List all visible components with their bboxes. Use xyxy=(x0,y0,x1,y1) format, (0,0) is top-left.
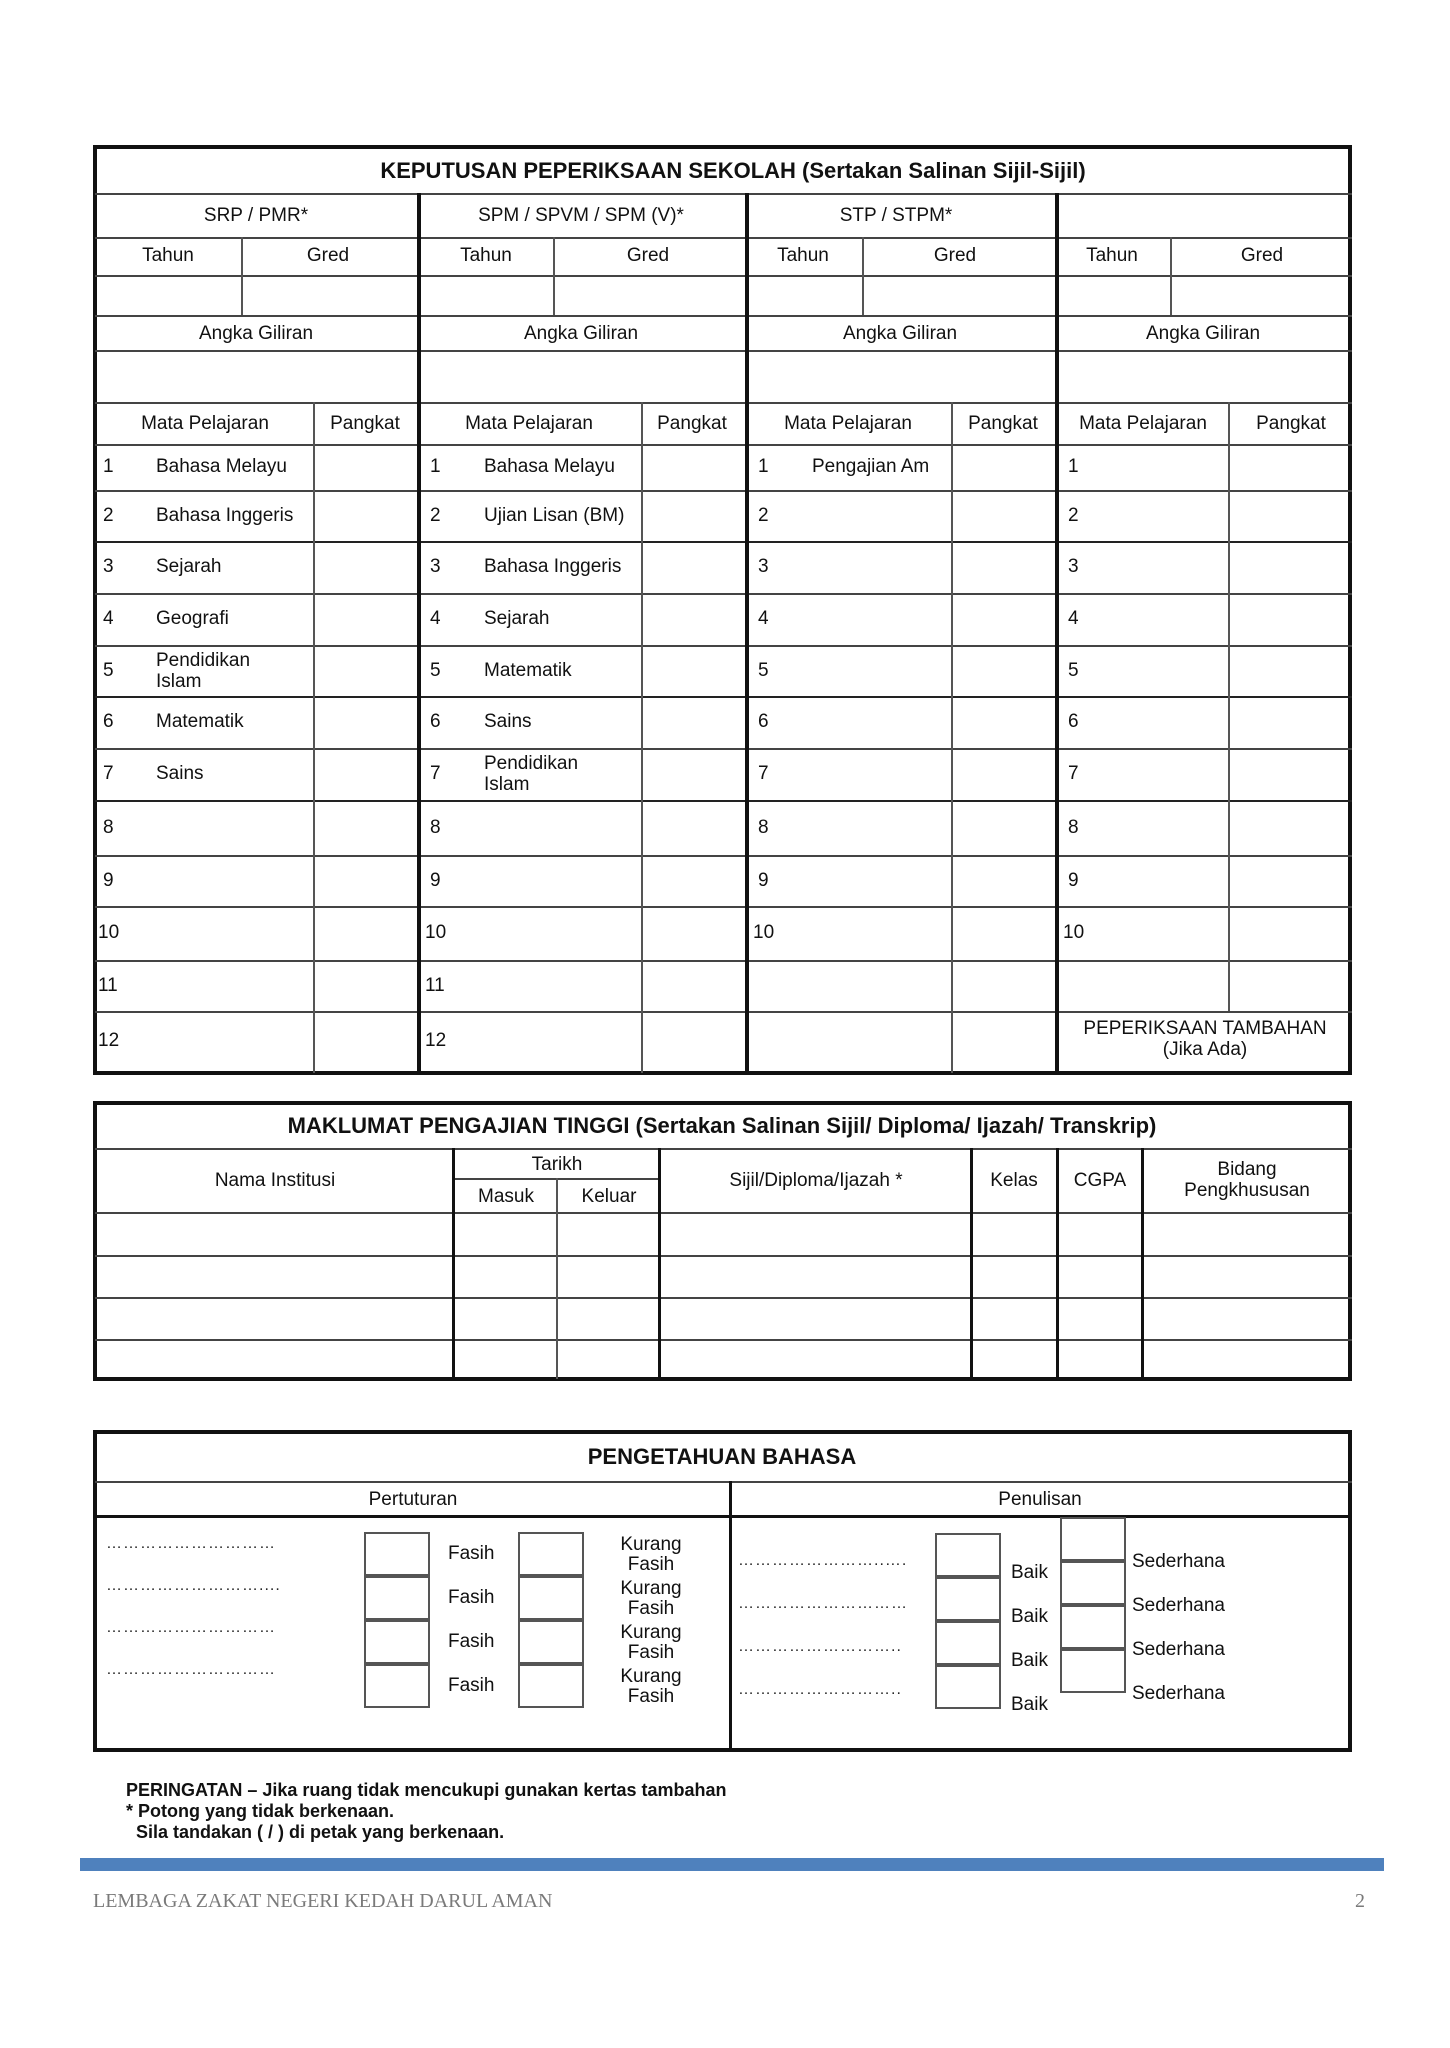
fasih-checkbox[interactable] xyxy=(364,1620,430,1664)
pangkat-header: Pangkat xyxy=(657,413,727,434)
tahun-field[interactable] xyxy=(421,277,553,315)
row-number: 1 xyxy=(758,456,769,477)
baik-checkbox[interactable] xyxy=(935,1577,1001,1621)
subject-name: Matematik xyxy=(156,711,244,732)
language-name-blank[interactable]: ……………………….. xyxy=(738,1681,902,1698)
gred-field[interactable] xyxy=(864,277,1055,315)
pangkat-field[interactable] xyxy=(953,960,1055,1011)
masuk-field[interactable] xyxy=(455,1297,556,1339)
row-number: 8 xyxy=(430,816,441,838)
pangkat-field[interactable] xyxy=(1230,855,1350,906)
subject-name: Sejarah xyxy=(156,556,222,577)
gred-label: Gred xyxy=(1240,245,1284,266)
row-number: 2 xyxy=(430,504,441,526)
row-number: 8 xyxy=(103,816,114,838)
pangkat-field[interactable] xyxy=(953,490,1055,541)
cgpa-header: CGPA xyxy=(1073,1170,1127,1191)
keluar-field[interactable] xyxy=(558,1255,658,1297)
bidang-pengkhususan-header: Bidang Pengkhususan xyxy=(1184,1159,1310,1201)
institusi-field[interactable] xyxy=(97,1255,452,1297)
pangkat-field[interactable] xyxy=(643,444,745,490)
sederhana-label: Sederhana xyxy=(1132,1683,1225,1704)
tahun-field[interactable] xyxy=(749,277,862,315)
sijil-field[interactable] xyxy=(661,1255,970,1297)
page-number: 2 xyxy=(1355,1890,1365,1912)
tarikh-header: Tarikh xyxy=(531,1154,583,1175)
baik-checkbox[interactable] xyxy=(935,1665,1001,1709)
row-number: 3 xyxy=(430,556,441,577)
cgpa-field[interactable] xyxy=(1059,1339,1141,1377)
row-number: 4 xyxy=(758,608,769,629)
row-number: 4 xyxy=(430,608,441,629)
masuk-header: Masuk xyxy=(478,1186,534,1207)
language-name-blank[interactable]: ………………………… xyxy=(738,1595,908,1612)
pangkat-field[interactable] xyxy=(315,593,417,645)
pangkat-field[interactable] xyxy=(1230,696,1350,748)
keluar-field[interactable] xyxy=(558,1212,658,1255)
pangkat-field[interactable] xyxy=(953,855,1055,906)
subject-name: Pengajian Am xyxy=(812,456,930,477)
row-number: 10 xyxy=(425,922,447,943)
masuk-field[interactable] xyxy=(455,1339,556,1377)
kelas-field[interactable] xyxy=(973,1297,1056,1339)
tahun-field[interactable] xyxy=(1059,277,1170,315)
pangkat-field[interactable] xyxy=(953,800,1055,855)
pangkat-field[interactable] xyxy=(315,960,417,1011)
kelas-field[interactable] xyxy=(973,1339,1056,1377)
row-number: 8 xyxy=(758,816,769,838)
angka-giliran-field[interactable] xyxy=(97,352,417,402)
sederhana-label: Sederhana xyxy=(1132,1595,1225,1616)
pangkat-field[interactable] xyxy=(1230,748,1350,800)
peperiksaan-tambahan-label: PEPERIKSAAN TAMBAHAN (Jika Ada) xyxy=(1083,1018,1327,1060)
exam-name: SPM / SPVM / SPM (V)* xyxy=(478,205,684,226)
pangkat-field[interactable] xyxy=(1230,800,1350,855)
sederhana-checkbox[interactable] xyxy=(1060,1605,1126,1649)
keluar-header: Keluar xyxy=(581,1186,637,1207)
fasih-label: Fasih xyxy=(448,1631,495,1652)
subject-name: Ujian Lisan (BM) xyxy=(484,504,625,526)
row-number: 10 xyxy=(98,922,120,943)
row-number: 6 xyxy=(1068,711,1079,732)
row-number: 6 xyxy=(430,711,441,732)
row-number: 2 xyxy=(103,504,114,526)
subject-name: Sains xyxy=(156,763,204,784)
pangkat-header: Pangkat xyxy=(968,413,1038,434)
pangkat-field[interactable] xyxy=(953,1011,1055,1071)
subject-name: Bahasa Melayu xyxy=(484,456,615,477)
row-number: 1 xyxy=(430,456,441,477)
row-number: 7 xyxy=(430,763,441,784)
row-number: 4 xyxy=(1068,608,1079,629)
sijil-field[interactable] xyxy=(661,1212,970,1255)
row-number: 5 xyxy=(1068,659,1079,681)
baik-checkbox[interactable] xyxy=(935,1533,1001,1577)
row-number: 5 xyxy=(103,659,114,681)
higher-education-title: MAKLUMAT PENGAJIAN TINGGI (Sertakan Salinan Sijil/ Diploma/ Ijazah/ Transkrip) xyxy=(287,1113,1157,1138)
angka-giliran-field[interactable] xyxy=(421,352,745,402)
subject-name: Sejarah xyxy=(484,608,550,629)
language-name-blank[interactable]: ………………………… xyxy=(106,1619,276,1636)
row-number: 6 xyxy=(758,711,769,732)
sederhana-label: Sederhana xyxy=(1132,1639,1225,1660)
pangkat-field[interactable] xyxy=(953,541,1055,593)
bidang-field[interactable] xyxy=(1144,1297,1350,1339)
pangkat-field[interactable] xyxy=(953,645,1055,696)
language-title: PENGETAHUAN BAHASA xyxy=(587,1444,857,1469)
pangkat-field[interactable] xyxy=(1230,541,1350,593)
language-name-blank[interactable]: ……………………….. xyxy=(738,1638,902,1655)
row-number: 8 xyxy=(1068,816,1079,838)
pangkat-field[interactable] xyxy=(315,541,417,593)
language-name-blank[interactable]: ………………………… xyxy=(106,1661,276,1678)
sederhana-checkbox[interactable] xyxy=(1060,1517,1126,1561)
pangkat-field[interactable] xyxy=(953,696,1055,748)
masuk-field[interactable] xyxy=(455,1255,556,1297)
pangkat-field[interactable] xyxy=(953,444,1055,490)
fasih-label: Fasih xyxy=(448,1587,495,1608)
angka-giliran-field[interactable] xyxy=(749,352,1055,402)
kelas-header: Kelas xyxy=(990,1170,1038,1191)
pangkat-field[interactable] xyxy=(643,696,745,748)
row-number: 3 xyxy=(758,556,769,577)
angka-giliran-field[interactable] xyxy=(1059,352,1350,402)
bidang-field[interactable] xyxy=(1144,1212,1350,1255)
tahun-label: Tahun xyxy=(142,245,194,266)
row-number: 7 xyxy=(1068,763,1079,784)
pangkat-field[interactable] xyxy=(643,1011,745,1071)
row-number: 10 xyxy=(753,922,775,943)
pangkat-field[interactable] xyxy=(1230,960,1350,1011)
sijil-field[interactable] xyxy=(661,1297,970,1339)
language-name-blank[interactable]: ……………………..…. xyxy=(738,1552,908,1569)
sederhana-checkbox[interactable] xyxy=(1060,1561,1126,1605)
kurang-fasih-label: Kurang Fasih xyxy=(620,1622,682,1663)
baik-label: Baik xyxy=(1011,1650,1048,1671)
subject-name: Bahasa Inggeris xyxy=(156,504,294,526)
language-name-blank[interactable]: ……………………….... xyxy=(106,1577,281,1594)
subject-name: Sains xyxy=(484,711,532,732)
fasih-checkbox[interactable] xyxy=(364,1576,430,1620)
footer-organization: LEMBAGA ZAKAT NEGERI KEDAH DARUL AMAN xyxy=(93,1890,553,1912)
pangkat-field[interactable] xyxy=(315,696,417,748)
cgpa-field[interactable] xyxy=(1059,1255,1141,1297)
angka-giliran-label: Angka Giliran xyxy=(1145,323,1261,344)
exam-name: STP / STPM* xyxy=(839,205,953,226)
baik-label: Baik xyxy=(1011,1694,1048,1715)
gred-field[interactable] xyxy=(1172,277,1350,315)
pangkat-field[interactable] xyxy=(315,748,417,800)
institusi-field[interactable] xyxy=(97,1297,452,1339)
tahun-label: Tahun xyxy=(777,245,829,266)
sederhana-label: Sederhana xyxy=(1132,1551,1225,1572)
baik-checkbox[interactable] xyxy=(935,1621,1001,1665)
row-number: 5 xyxy=(758,659,769,681)
cgpa-field[interactable] xyxy=(1059,1297,1141,1339)
mata-pelajaran-header: Mata Pelajaran xyxy=(141,413,269,434)
angka-giliran-label: Angka Giliran xyxy=(523,323,639,344)
angka-giliran-label: Angka Giliran xyxy=(842,323,958,344)
sijil-header: Sijil/Diploma/Ijazah * xyxy=(729,1170,903,1191)
pangkat-field[interactable] xyxy=(315,1011,417,1071)
row-number: 2 xyxy=(1068,504,1079,526)
fasih-checkbox[interactable] xyxy=(364,1532,430,1576)
row-number: 9 xyxy=(758,869,769,891)
kurang-fasih-label: Kurang Fasih xyxy=(620,1666,682,1707)
pangkat-field[interactable] xyxy=(643,960,745,1011)
pangkat-field[interactable] xyxy=(315,444,417,490)
cgpa-field[interactable] xyxy=(1059,1212,1141,1255)
row-number: 11 xyxy=(425,974,445,996)
keluar-field[interactable] xyxy=(558,1297,658,1339)
pangkat-field[interactable] xyxy=(643,855,745,906)
kurang-fasih-checkbox[interactable] xyxy=(518,1576,584,1620)
bidang-field[interactable] xyxy=(1144,1255,1350,1297)
pangkat-field[interactable] xyxy=(1230,645,1350,696)
row-number: 3 xyxy=(103,556,114,577)
pangkat-field[interactable] xyxy=(315,645,417,696)
exam-results-title: KEPUTUSAN PEPERIKSAAN SEKOLAH (Sertakan Salinan Sijil-Sijil) xyxy=(380,158,1086,183)
language-name-blank[interactable]: ………………………… xyxy=(106,1535,276,1552)
institusi-field[interactable] xyxy=(97,1339,452,1377)
row-number: 7 xyxy=(758,763,769,784)
warning-note: PERINGATAN – Jika ruang tidak mencukupi gunakan kertas tambahan xyxy=(126,1780,727,1800)
pangkat-field[interactable] xyxy=(953,748,1055,800)
row-number: 12 xyxy=(425,1030,447,1051)
gred-field[interactable] xyxy=(243,277,417,315)
exam-name: SRP / PMR* xyxy=(203,205,309,226)
kurang-fasih-label: Kurang Fasih xyxy=(620,1578,682,1619)
kurang-fasih-checkbox[interactable] xyxy=(518,1664,584,1708)
kelas-field[interactable] xyxy=(973,1255,1056,1297)
row-number: 5 xyxy=(430,659,441,681)
subject-name: Bahasa Inggeris xyxy=(484,556,622,577)
row-number: 11 xyxy=(98,974,118,996)
pangkat-field[interactable] xyxy=(315,800,417,855)
kurang-fasih-checkbox[interactable] xyxy=(518,1620,584,1664)
gred-label: Gred xyxy=(306,245,350,266)
row-number: 4 xyxy=(103,608,114,629)
tahun-field[interactable] xyxy=(97,277,241,315)
pangkat-field[interactable] xyxy=(643,490,745,541)
mata-pelajaran-header: Mata Pelajaran xyxy=(465,413,593,434)
bidang-field[interactable] xyxy=(1144,1339,1350,1377)
row-number: 2 xyxy=(758,504,769,526)
baik-label: Baik xyxy=(1011,1606,1048,1627)
subject-name: Pendidikan Islam xyxy=(156,649,251,692)
row-number: 1 xyxy=(1068,456,1079,477)
row-number: 9 xyxy=(1068,869,1079,891)
row-number: 3 xyxy=(1068,556,1079,577)
mata-pelajaran-header: Mata Pelajaran xyxy=(1079,413,1207,434)
gred-label: Gred xyxy=(626,245,670,266)
mata-pelajaran-header: Mata Pelajaran xyxy=(784,413,912,434)
pangkat-field[interactable] xyxy=(643,800,745,855)
footer-bar xyxy=(80,1858,1384,1871)
row-number: 9 xyxy=(430,869,441,891)
pangkat-field[interactable] xyxy=(953,593,1055,645)
strike-note: * Potong yang tidak berkenaan. xyxy=(126,1801,395,1821)
penulisan-header: Penulisan xyxy=(998,1489,1082,1510)
pertuturan-header: Pertuturan xyxy=(368,1489,458,1510)
pangkat-field[interactable] xyxy=(643,593,745,645)
pangkat-header: Pangkat xyxy=(1256,413,1326,434)
keluar-field[interactable] xyxy=(558,1339,658,1377)
pangkat-field[interactable] xyxy=(315,855,417,906)
tahun-label: Tahun xyxy=(460,245,512,266)
gred-field[interactable] xyxy=(555,277,745,315)
institusi-field[interactable] xyxy=(97,1212,452,1255)
kurang-fasih-checkbox[interactable] xyxy=(518,1532,584,1576)
subject-name: Bahasa Melayu xyxy=(156,456,287,477)
sederhana-checkbox[interactable] xyxy=(1060,1649,1126,1693)
pangkat-field[interactable] xyxy=(1230,906,1350,960)
row-number: 7 xyxy=(103,763,114,784)
pangkat-field[interactable] xyxy=(643,748,745,800)
masuk-field[interactable] xyxy=(455,1212,556,1255)
row-number: 9 xyxy=(103,869,114,891)
pangkat-field[interactable] xyxy=(1230,593,1350,645)
tahun-label: Tahun xyxy=(1086,245,1138,266)
fasih-checkbox[interactable] xyxy=(364,1664,430,1708)
kurang-fasih-label: Kurang Fasih xyxy=(620,1534,682,1575)
subject-name: Geografi xyxy=(156,608,229,629)
nama-institusi-header: Nama Institusi xyxy=(214,1170,336,1191)
row-number: 12 xyxy=(98,1030,120,1051)
kelas-field[interactable] xyxy=(973,1212,1056,1255)
pangkat-field[interactable] xyxy=(1230,490,1350,541)
tick-note: Sila tandakan ( / ) di petak yang berkenaan. xyxy=(126,1822,505,1842)
row-number: 6 xyxy=(103,711,114,732)
pangkat-field[interactable] xyxy=(643,645,745,696)
gred-label: Gred xyxy=(933,245,977,266)
fasih-label: Fasih xyxy=(448,1543,495,1564)
pangkat-field[interactable] xyxy=(643,541,745,593)
pangkat-field[interactable] xyxy=(315,906,417,960)
baik-label: Baik xyxy=(1011,1562,1048,1583)
subject-name: Matematik xyxy=(484,659,572,681)
row-number: 1 xyxy=(103,456,114,477)
angka-giliran-label: Angka Giliran xyxy=(198,323,314,344)
pangkat-field[interactable] xyxy=(1230,444,1350,490)
sijil-field[interactable] xyxy=(661,1339,970,1377)
pangkat-field[interactable] xyxy=(953,906,1055,960)
row-number: 10 xyxy=(1063,922,1085,943)
fasih-label: Fasih xyxy=(448,1675,495,1696)
pangkat-header: Pangkat xyxy=(330,413,400,434)
pangkat-field[interactable] xyxy=(643,906,745,960)
pangkat-field[interactable] xyxy=(315,490,417,541)
subject-name: Pendidikan Islam xyxy=(484,753,579,795)
